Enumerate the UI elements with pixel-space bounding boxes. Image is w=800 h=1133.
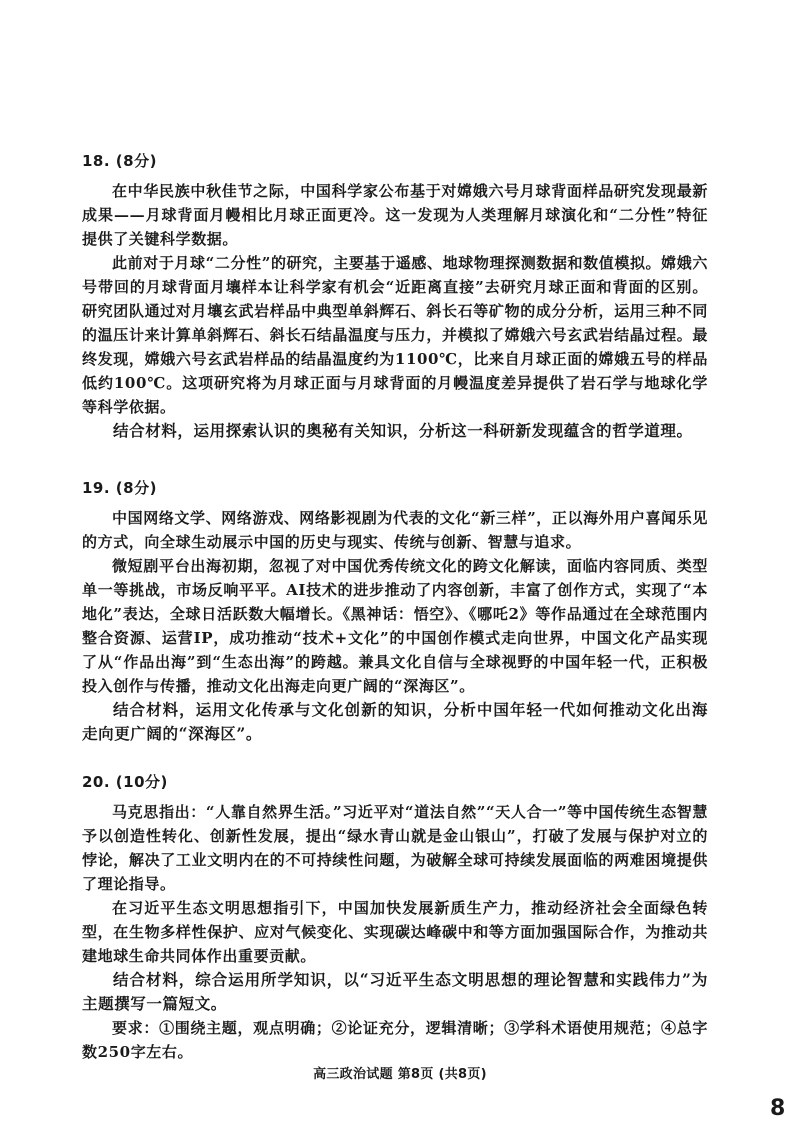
question-prompt: 结合材料，运用探索认识的奥秘有关知识，分析这一科研新发现蕴含的哲学道理。 — [113, 421, 693, 440]
corner-page-mark: 8 — [770, 1096, 786, 1121]
material-paragraph: 在中华民族中秋佳节之际，中国科学家公布基于对嫦娥六号月球背面样品研究发现最新成果——月球背面月幔相比月球正面更冷。这一发现为人类理解月球演化和“二分性”特征提供了关键科学数据。 — [82, 182, 708, 248]
question-19 — [82, 477, 708, 746]
question-prompt: 结合材料，运用文化传承与文化创新的知识，分析中国年轻一代如何推动文化出海走向更广阔的“深海区”。 — [82, 700, 708, 743]
question-header: 18. (8分) — [82, 152, 157, 170]
material-paragraph: 在习近平生态文明思想指引下，中国加快发展新质生产力，推动经济社会全面绿色转型，在生物多样性保护、应对气候变化、实现碳达峰碳中和等方面加强国际合作，为推动共建地球生命共同体作出重要贡献。 — [82, 899, 708, 965]
question-20 — [82, 771, 708, 1064]
requirements-label: 要求： — [112, 1019, 160, 1037]
material-paragraph: 此前对于月球“二分性”的研究，主要基于遥感、地球物理探测数据和数值模拟。嫦娥六号带回的月球背面月壤样本让科学家有机会“近距离直接”去研究月球正面和背面的区别。研究团队通过对月壤玄武岩样品中典型单斜辉石、斜长石等矿物的成分分析，运用三种不同的温压计来计算单斜辉石、斜长石结晶温度与压力，并模拟了嫦娥六号玄武岩结晶过程。最终发现，嫦娥六号玄武岩样品的结晶温度约为1100℃，比来自月球正面的嫦娥五号的样品低约100℃。这项研究将为月球正面与月球背面的月幔温度差异提供了岩石学与地球化学等科学依据。 — [82, 254, 708, 416]
material-paragraph: 马克思指出：“人靠自然界生活。”习近平对“道法自然”“天人合一”等中国传统生态智慧予以创造性转化、创新性发展，提出“绿水青山就是金山银山”，打破了发展与保护对立的悖论，解决了工业文明内在的不可持续性问题，为破解全球可持续发展面临的两难困境提供了理论指导。 — [82, 803, 708, 893]
page-footer: 高三政治试题 第8页 (共8页) — [313, 1067, 487, 1082]
requirements — [82, 1016, 708, 1064]
question-header: 19. (8分) — [82, 479, 157, 497]
material-paragraph: 微短剧平台出海初期，忽视了对中国优秀传统文化的跨文化解读，面临内容同质、类型单一等挑战，市场反响平平。AI技术的进步推动了内容创新，丰富了创作方式，实现了“本地化”表达，全球日活跃数大幅增长。《黑神话：悟空》、《哪吒2》等作品通过在全球范围内整合资源、运营IP，成功推动“技术+文化”的中国创作模式走向世界，中国文化产品实现了从“作品出海”到“生态出海”的跨越。兼具文化自信与全球视野的中国年轻一代，正积极投入创作与传播，推动文化出海走向更广阔的“深海区”。 — [82, 557, 708, 695]
material-paragraph: 中国网络文学、网络游戏、网络影视剧为代表的文化“新三样”，正以海外用户喜闻乐见的方式，向全球生动展示中国的历史与现实、传统与创新、智慧与追求。 — [82, 509, 708, 551]
requirements-text: ①围绕主题，观点明确；②论证充分，逻辑清晰；③学科术语使用规范；④总字数250字左右。 — [82, 1019, 708, 1061]
question-prompt: 结合材料，综合运用所学知识，以“习近平生态文明思想的理论智慧和实践伟力”为主题撰写一篇短文。 — [82, 970, 708, 1013]
question-18 — [82, 150, 708, 443]
question-header: 20. (10分) — [82, 773, 168, 791]
